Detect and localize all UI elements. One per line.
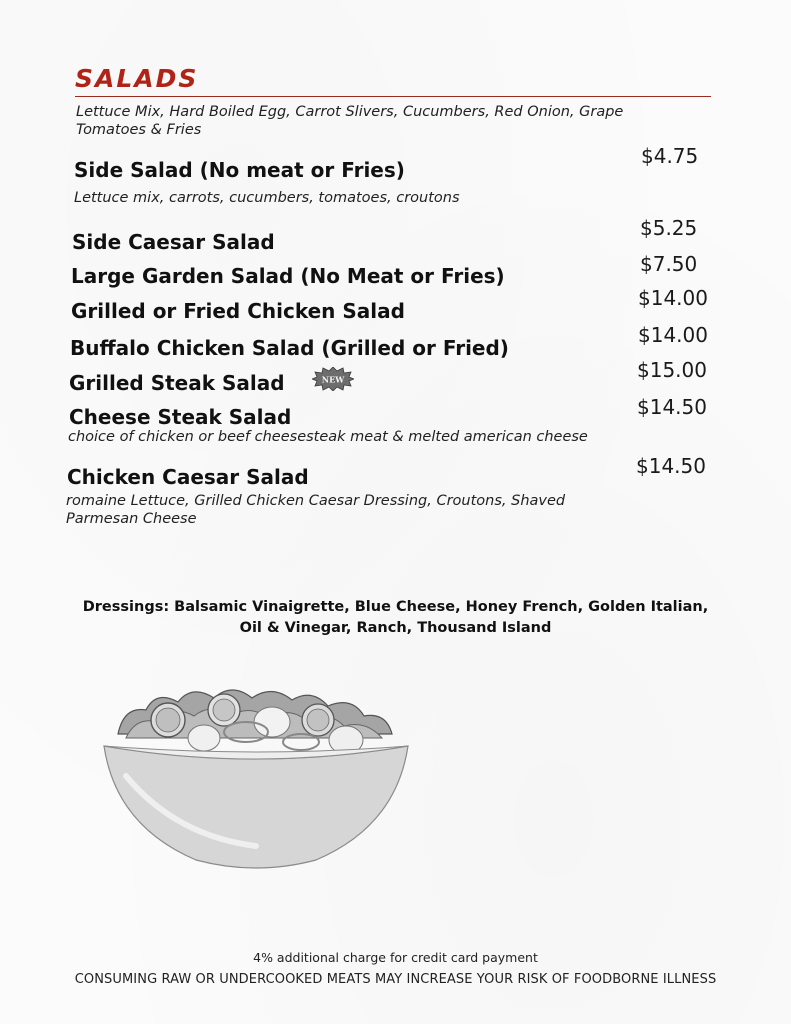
menu-item-name: Grilled or Fried Chicken Salad bbox=[71, 299, 405, 323]
dressings-line: Oil & Vinegar, Ranch, Thousand Island bbox=[239, 620, 552, 636]
new-badge-text: NEW bbox=[321, 374, 345, 385]
menu-item-price: $15.00 bbox=[637, 358, 707, 382]
menu-item-price: $7.50 bbox=[640, 252, 698, 276]
food-safety-warning: CONSUMING RAW OR UNDERCOOKED MEATS MAY INCREASE YOUR RISK OF FOODBORNE ILLNESS bbox=[74, 972, 717, 987]
salad-bowl-illustration bbox=[96, 676, 416, 876]
menu-item-price: $4.75 bbox=[641, 144, 699, 168]
new-badge-icon bbox=[312, 367, 354, 391]
new-badge bbox=[312, 367, 354, 391]
menu-item-description: choice of chicken or beef cheesesteak meat & melted american cheese bbox=[68, 429, 588, 445]
title-divider bbox=[75, 96, 711, 97]
menu-item-price: $14.00 bbox=[638, 286, 708, 310]
menu-item-name: Chicken Caesar Salad bbox=[67, 465, 309, 489]
menu-item-name: Side Caesar Salad bbox=[72, 230, 275, 254]
menu-item-name: Buffalo Chicken Salad (Grilled or Fried) bbox=[70, 336, 509, 360]
menu-item-name: Side Salad (No meat or Fries) bbox=[74, 158, 405, 182]
section-title: SALADS bbox=[75, 64, 199, 93]
menu-item-name: Large Garden Salad (No Meat or Fries) bbox=[71, 264, 505, 288]
dressings-line: Dressings: Balsamic Vinaigrette, Blue Cheese, Honey French, Golden Italian, bbox=[82, 599, 709, 615]
menu-item-price: $14.00 bbox=[638, 323, 708, 347]
credit-card-note: 4% additional charge for credit card payment bbox=[253, 950, 538, 965]
menu-item-name: Cheese Steak Salad bbox=[69, 405, 292, 429]
menu-item-price: $14.50 bbox=[637, 395, 707, 419]
menu-item-price: $14.50 bbox=[636, 454, 706, 478]
menu-item-name: Grilled Steak Salad bbox=[69, 371, 285, 395]
menu-item-description: romaine Lettuce, Grilled Chicken Caesar Dressing, Croutons, Shaved Parmesan Cheese bbox=[66, 493, 566, 527]
dressings-list bbox=[60, 597, 731, 639]
menu-item-price: $5.25 bbox=[640, 216, 698, 240]
section-subtitle: Lettuce Mix, Hard Boiled Egg, Carrot Slivers, Cucumbers, Red Onion, Grape Tomatoes & Fries bbox=[76, 104, 624, 138]
menu-item-description: Lettuce mix, carrots, cucumbers, tomatoes, croutons bbox=[74, 190, 460, 206]
